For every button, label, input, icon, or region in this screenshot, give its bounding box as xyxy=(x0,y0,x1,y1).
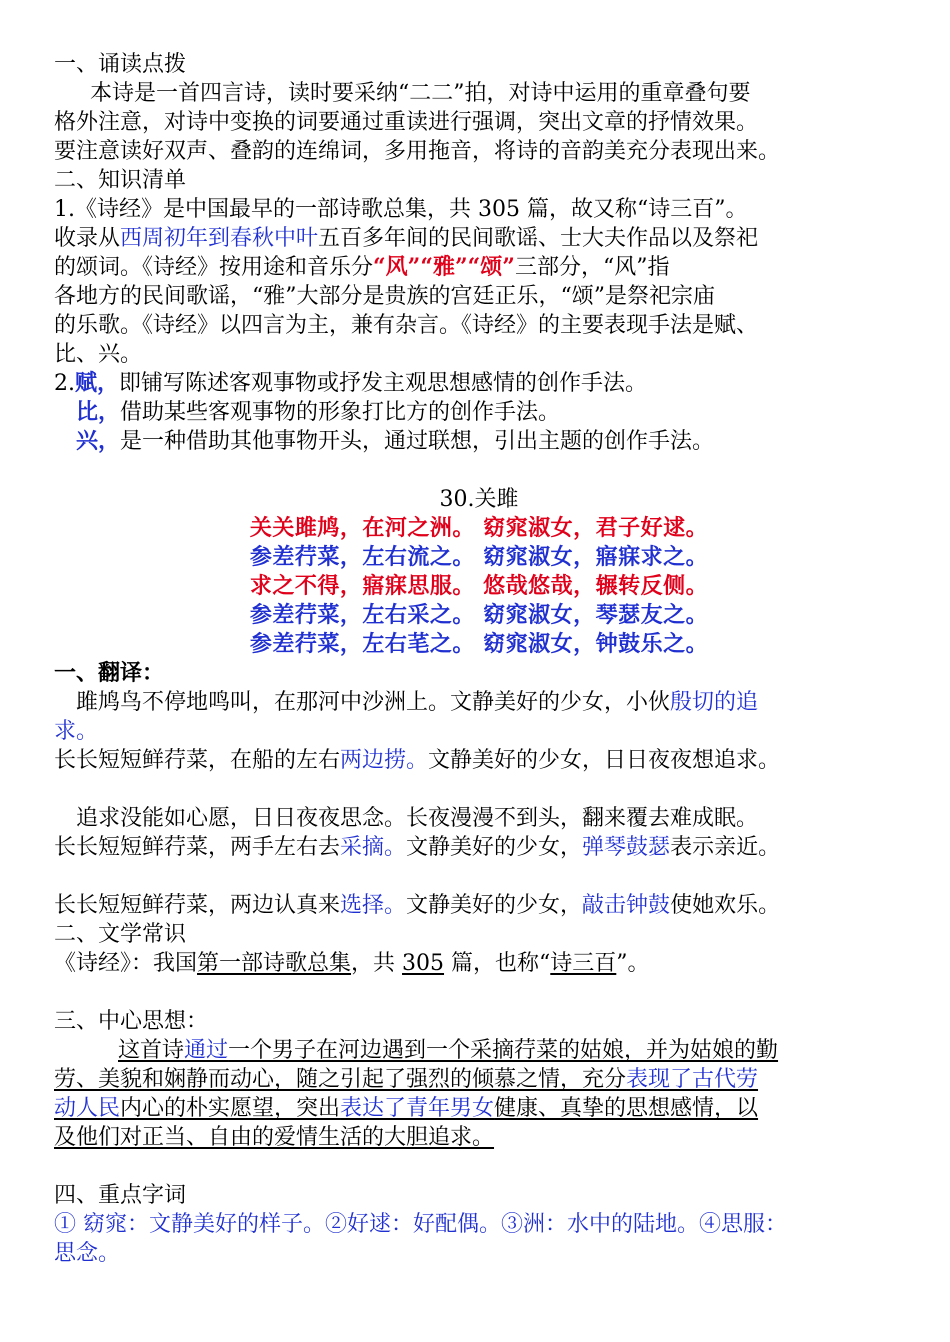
knowledge-line-5: 的乐歌。《诗经》以四言为主，兼有杂言。《诗经》的主要表现手法是赋、 xyxy=(54,313,759,338)
translation-highlight: 殷切的追 xyxy=(670,690,759,715)
reading-tips-line-3: 要注意读好双声、叠韵的连绵词，多用拖音，将诗的音韵美充分表现出来。 xyxy=(54,139,781,164)
spacer xyxy=(54,456,904,485)
text: 三部分，“风”指 xyxy=(514,255,670,280)
technique-fu xyxy=(54,369,904,398)
translation-line-4: 追求没能如心愿，日日夜夜思念。长夜漫漫不到头，翻来覆去难成眠。 xyxy=(76,806,759,831)
poem-title: 30.关雎 xyxy=(439,487,519,512)
theme-line-3 xyxy=(54,1094,904,1123)
theme-line-2 xyxy=(54,1065,904,1094)
underlined-text: 诗三百 xyxy=(550,951,617,976)
translation-line-3 xyxy=(54,746,904,775)
text: 的颂词。《诗经》按用途和音乐分 xyxy=(54,255,374,280)
document-page xyxy=(54,50,904,1268)
knowledge-line-4: 各地方的民间歌谣，“雅”大部分是贵族的宫廷正乐，“颂”是祭祀宗庙 xyxy=(54,284,715,309)
spacer xyxy=(54,1152,904,1181)
term-xing: 兴， xyxy=(76,428,121,454)
translation-line-2: 求。 xyxy=(54,719,99,744)
highlight-period: 西周初年到春秋中叶 xyxy=(120,226,319,251)
knowledge-line-2 xyxy=(54,224,904,253)
translation-highlight: 敲击钟鼓 xyxy=(582,893,671,918)
key-words-heading: 四、重点字词 xyxy=(54,1183,187,1208)
literature-heading: 二、文学常识 xyxy=(54,922,187,947)
text: 表示亲近。 xyxy=(670,835,781,860)
technique-xing xyxy=(54,427,904,456)
text: 雎鸠鸟不停地鸣叫，在那河中沙洲上。文静美好的少女，小伙 xyxy=(76,690,671,715)
reading-tips-line-2: 格外注意，对诗中变换的词要通过重读进行强调，突出文章的抒情效果。 xyxy=(54,110,759,135)
theme-highlight: 表现了古代劳 xyxy=(626,1067,759,1092)
knowledge-line-1: 1.《诗经》是中国最早的一部诗歌总集，共 305 篇，故又称“诗三百”。 xyxy=(54,197,748,222)
poem-line-4: 参差荇菜，左右采之。 窈窕淑女，琴瑟友之。 xyxy=(249,602,709,628)
knowledge-line-3 xyxy=(54,253,904,282)
underlined-text: 305 xyxy=(402,951,445,976)
translation-highlight: 两边捞。 xyxy=(340,748,429,773)
theme-heading: 三、中心思想： xyxy=(54,1009,209,1034)
technique-bi xyxy=(54,398,904,427)
text: 即铺写陈述客观事物或抒发主观思想感情的创作手法。 xyxy=(119,371,648,396)
translation-highlight: 选择。 xyxy=(340,893,407,918)
text: 长长短短鲜荇菜，在船的左右 xyxy=(54,748,341,773)
reading-tips-line-1: 本诗是一首四言诗，读时要采纳“二二”拍，对诗中运用的重章叠句要 xyxy=(90,81,751,106)
poem-line-3: 求之不得，寤寐思服。 悠哉悠哉，辗转反侧。 xyxy=(249,573,709,599)
text: 健康、真挚的思想感情，以 xyxy=(494,1096,759,1121)
text: 这首诗 xyxy=(118,1038,185,1063)
theme-highlight: 表达了青年男女 xyxy=(340,1096,495,1121)
text: 使她欢乐。 xyxy=(670,893,781,918)
literature-line xyxy=(54,949,904,978)
text: 2. xyxy=(54,371,75,396)
text: 文静美好的少女， xyxy=(406,835,583,860)
text: 收录从 xyxy=(54,226,121,251)
poem-line-5: 参差荇菜，左右芼之。 窈窕淑女，钟鼓乐之。 xyxy=(249,631,709,657)
text: 长长短短鲜荇菜，两手左右去 xyxy=(54,835,341,860)
spacer xyxy=(54,862,904,891)
term-fu: 赋， xyxy=(75,370,120,396)
translation-heading: 一、翻译： xyxy=(54,660,165,686)
text: 劳、美貌和娴静而动心，随之引起了强烈的倾慕之情，充分 xyxy=(54,1067,627,1092)
reading-tips-heading: 一、诵读点拨 xyxy=(54,52,187,77)
theme-line-1 xyxy=(54,1036,904,1065)
translation-highlight: 采摘。 xyxy=(340,835,407,860)
text: 《诗经》：我国 xyxy=(54,951,198,976)
spacer xyxy=(54,775,904,804)
spacer xyxy=(54,978,904,1007)
theme-line-4: 及他们对正当、自由的爱情生活的大胆追求。 xyxy=(54,1125,495,1150)
text: 文静美好的少女， xyxy=(406,893,583,918)
knowledge-line-6: 比、兴。 xyxy=(54,342,143,367)
text: ，共 xyxy=(351,951,403,976)
text: 借助某些客观事物的形象打比方的创作手法。 xyxy=(120,400,561,425)
text: 篇，也称“ xyxy=(444,951,551,976)
text: 长长短短鲜荇菜，两边认真来 xyxy=(54,893,341,918)
translation-highlight: 弹琴鼓瑟 xyxy=(582,835,671,860)
text: 内心的朴实愿望，突出 xyxy=(120,1096,341,1121)
text: ”。 xyxy=(616,951,650,976)
poem-line-1: 关关雎鸠，在河之洲。 窈窕淑女，君子好逑。 xyxy=(249,515,709,541)
underlined-text: 第一部诗歌总集 xyxy=(197,951,352,976)
text: 五百多年间的民间歌谣、士大夫作品以及祭祀 xyxy=(318,226,759,251)
translation-line-1 xyxy=(54,688,904,717)
knowledge-heading: 二、知识清单 xyxy=(54,168,187,193)
theme-highlight: 动人民 xyxy=(54,1096,121,1121)
key-words-line-2: 思念。 xyxy=(54,1241,121,1266)
poem-line-2: 参差荇菜，左右流之。 窈窕淑女，寤寐求之。 xyxy=(249,544,709,570)
text: 是一种借助其他事物开头，通过联想，引出主题的创作手法。 xyxy=(120,429,715,454)
translation-line-6 xyxy=(54,891,904,920)
theme-highlight: 通过 xyxy=(184,1038,229,1063)
text: 文静美好的少女，日日夜夜想追求。 xyxy=(428,748,781,773)
translation-line-5 xyxy=(54,833,904,862)
term-bi: 比， xyxy=(76,399,121,425)
highlight-feng-ya-song: “风”“雅”“颂” xyxy=(373,254,515,280)
text: 一个男子在河边遇到一个采摘荇菜的姑娘，并为姑娘的勤 xyxy=(228,1038,779,1063)
key-words-line-1: ① 窈窕：文静美好的样子。②好逑：好配偶。③洲：水中的陆地。④思服： xyxy=(54,1212,787,1237)
